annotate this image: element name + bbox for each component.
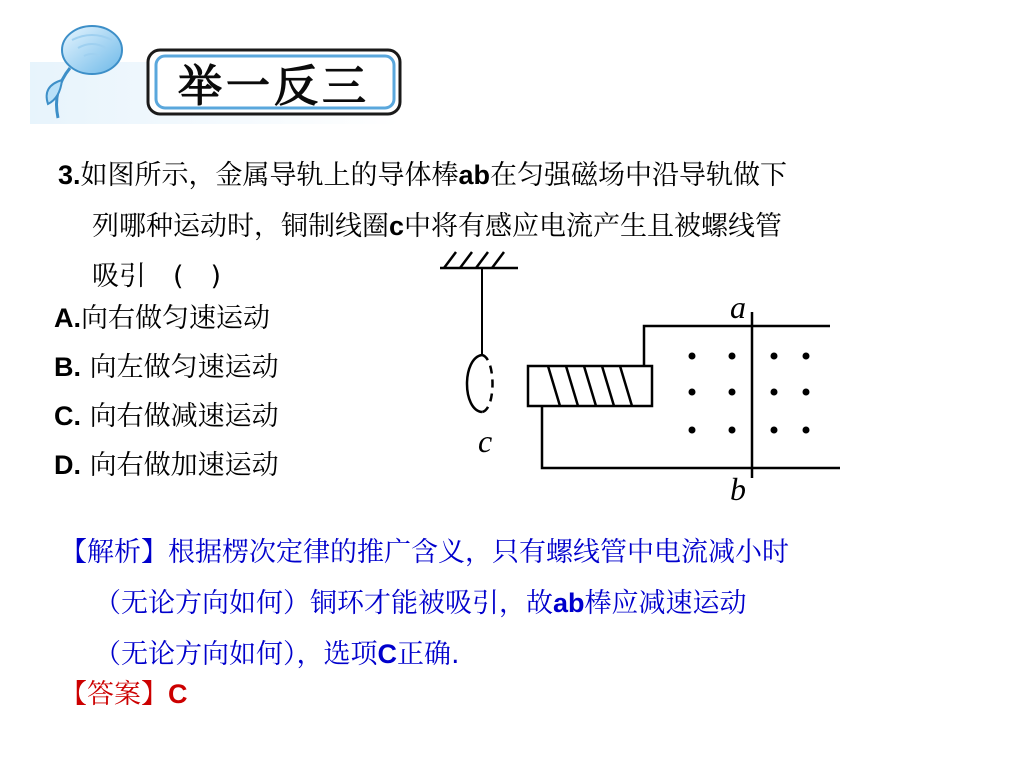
question-line-1: 3.如图所示，金属导轨上的导体棒ab在匀强磁场中沿导轨做下 [58,160,788,191]
analysis-text [60,528,1000,680]
answer-text: 【答案】C [60,679,188,710]
option-d: D. 向右做加速运动 [54,450,279,481]
label-c: c [478,423,493,459]
solenoid [528,366,652,406]
question-line-2: 列哪种运动时，铜制线圈c中将有感应电流产生且被螺线管 [92,211,783,242]
analysis-line-1: 【解析】根据楞次定律的推广含义，只有螺线管中电流减小时 [60,537,789,568]
answer-value: C [168,679,188,709]
analysis-line-3: （无论方向如何），选项C正确. [94,639,460,670]
option-a: A.向右做匀速运动 [54,303,270,334]
question-number: 3. [58,160,81,190]
label-a: a [730,289,746,325]
answer-options [54,294,279,490]
question-text [58,150,998,302]
question-line-3: 吸引 ( ) [92,261,222,292]
option-c: C. 向右做减速运动 [54,401,279,432]
magnetic-field-dots [689,353,810,434]
circuit-wires [542,326,840,468]
option-b: B. 向左做匀速运动 [54,352,279,383]
analysis-line-2: （无论方向如何）铜环才能被吸引，故ab棒应减速运动 [94,588,747,619]
section-banner [30,22,410,132]
banner-title: 举一反三 [178,61,370,112]
copper-ring-c [467,355,493,412]
label-b: b [730,471,746,507]
